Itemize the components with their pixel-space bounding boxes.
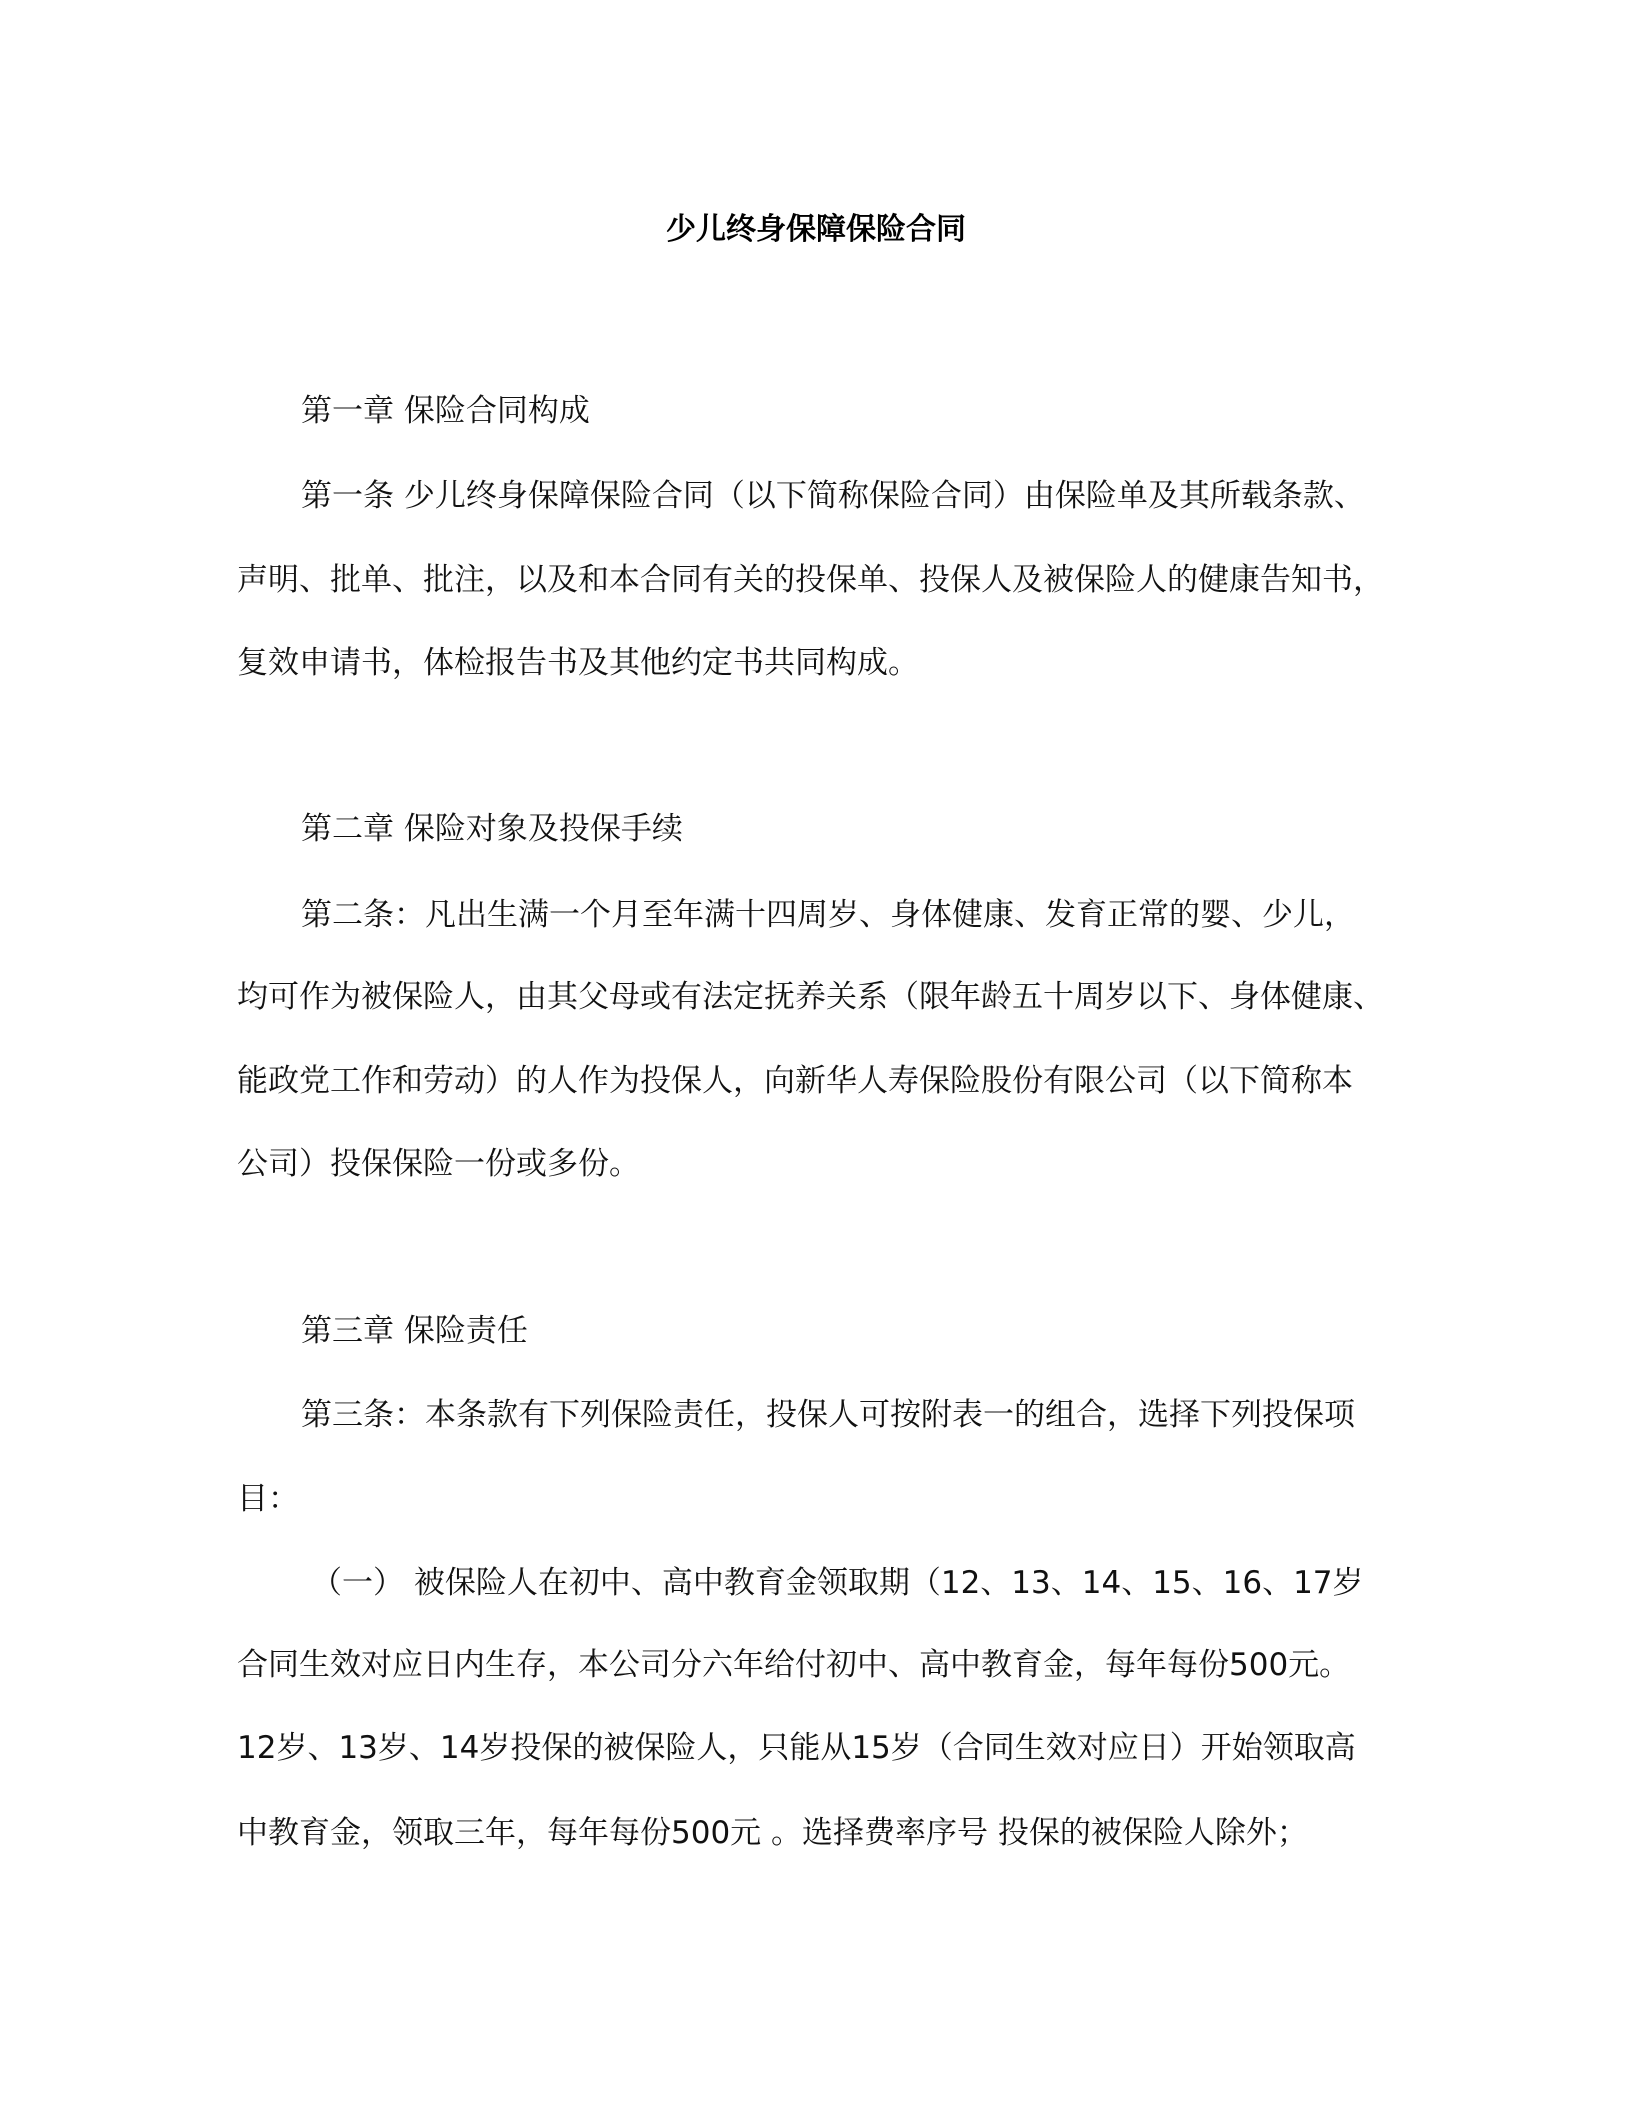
chapter-heading: 第二章 保险对象及投保手续 [301, 811, 683, 847]
article-line: 声明、批单、批注，以及和本合同有关的投保单、投保人及被保险人的健康告知书， [237, 562, 1384, 598]
item-line: 合同生效对应日内生存，本公司分六年给付初中、高中教育金，每年每份500元。 [237, 1647, 1351, 1683]
article-line: 均可作为被保险人，由其父母或有法定抚养关系（限年龄五十周岁以下、身体健康、 [237, 979, 1384, 1015]
item-line: （一） 被保险人在初中、高中教育金领取期（12、13、14、15、16、17岁 [311, 1565, 1364, 1601]
article-line: 公司）投保保险一份或多份。 [237, 1146, 640, 1182]
article-line: 第一条 少儿终身保障保险合同（以下简称保险合同）由保险单及其所载条款、 [301, 478, 1365, 514]
article-line: 第三条：本条款有下列保险责任，投保人可按附表一的组合，选择下列投保项 [301, 1397, 1355, 1433]
document-title: 少儿终身保障保险合同 [666, 212, 966, 247]
article-line: 目： [237, 1481, 299, 1517]
article-line: 能政党工作和劳动）的人作为投保人，向新华人寿保险股份有限公司（以下简称本 [237, 1063, 1353, 1099]
article-line: 第二条：凡出生满一个月至年满十四周岁、身体健康、发育正常的婴、少儿， [301, 897, 1355, 933]
item-line: 中教育金，领取三年，每年每份500元 。选择费率序号 投保的被保险人除外； [237, 1815, 1308, 1851]
item-line: 12岁、13岁、14岁投保的被保险人，只能从15岁（合同生效对应日）开始领取高 [237, 1730, 1356, 1766]
chapter-heading: 第一章 保险合同构成 [301, 393, 590, 429]
article-line: 复效申请书，体检报告书及其他约定书共同构成。 [237, 645, 919, 681]
chapter-heading: 第三章 保险责任 [301, 1313, 528, 1349]
